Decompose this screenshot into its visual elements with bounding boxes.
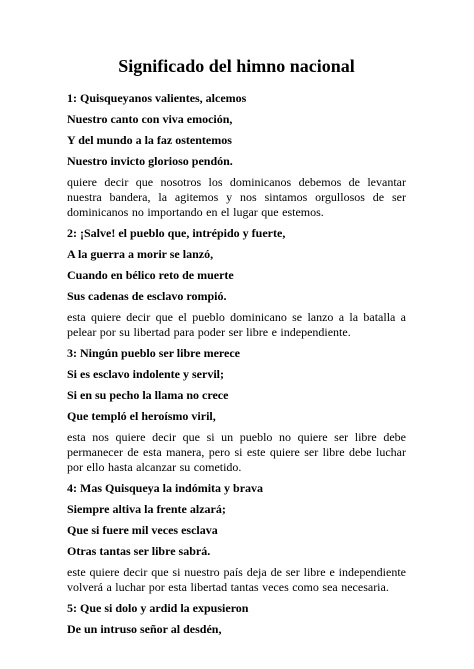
- stanza-3-line-2: Si es esclavo indolente y servil;: [67, 367, 224, 381]
- stanza-3-line-1: 3: Ningún pueblo ser libre merece: [67, 346, 240, 360]
- stanza-5-line-1: 5: Que si dolo y ardid la expusieron: [67, 601, 249, 615]
- stanza-3-explanation: esta nos quiere decir que si un pueblo no quiere ser libre debe permanecer de esta manera, pero si este quiere ser libre debe luchar por ello hasta alcanzar su cometido.: [67, 430, 406, 474]
- stanza-4-explanation: este quiere decir que si nuestro país deja de ser libre e independiente volverá a luchar por esta libertad tantas veces como sea necesaria.: [67, 565, 406, 594]
- stanza-5-line-2: De un intruso señor al desdén,: [67, 622, 222, 636]
- stanza-1-line-4: Nuestro invicto glorioso pendón.: [67, 154, 233, 168]
- stanza-4-line-4: Otras tantas ser libre sabrá.: [67, 544, 211, 558]
- stanza-1-line-1: 1: Quisqueyanos valientes, alcemos: [67, 91, 247, 105]
- stanza-3-line-3: Si en su pecho la llama no crece: [67, 388, 229, 402]
- stanza-2-line-2: A la guerra a morir se lanzó,: [67, 247, 214, 261]
- stanza-2-line-3: Cuando en bélico reto de muerte: [67, 268, 234, 282]
- stanza-4-line-3: Que si fuere mil veces esclava: [67, 523, 218, 537]
- stanza-1-explanation: quiere decir que nosotros los dominicanos debemos de levantar nuestra bandera, la agitemos y nos sintamos orgullosos de ser dominicanos no importando en el lugar que estemos.: [67, 175, 406, 219]
- stanza-1-line-3: Y del mundo a la faz ostentemos: [67, 133, 232, 147]
- page-title: Significado del himno nacional: [118, 56, 355, 76]
- stanza-2-explanation: esta quiere decir que el pueblo dominicano se lanzo a la batalla a pelear por su libertad para poder ser libre e independiente.: [67, 310, 406, 339]
- stanza-2-line-4: Sus cadenas de esclavo rompió.: [67, 289, 227, 303]
- stanza-4-line-1: 4: Mas Quisqueya la indómita y brava: [67, 481, 264, 495]
- stanza-4-line-2: Siempre altiva la frente alzará;: [67, 502, 226, 516]
- stanza-1-line-2: Nuestro canto con viva emoción,: [67, 112, 233, 126]
- stanza-3-line-4: Que templó el heroísmo viril,: [67, 409, 216, 423]
- stanza-2-line-1: 2: ¡Salve! el pueblo que, intrépido y fuerte,: [67, 226, 286, 240]
